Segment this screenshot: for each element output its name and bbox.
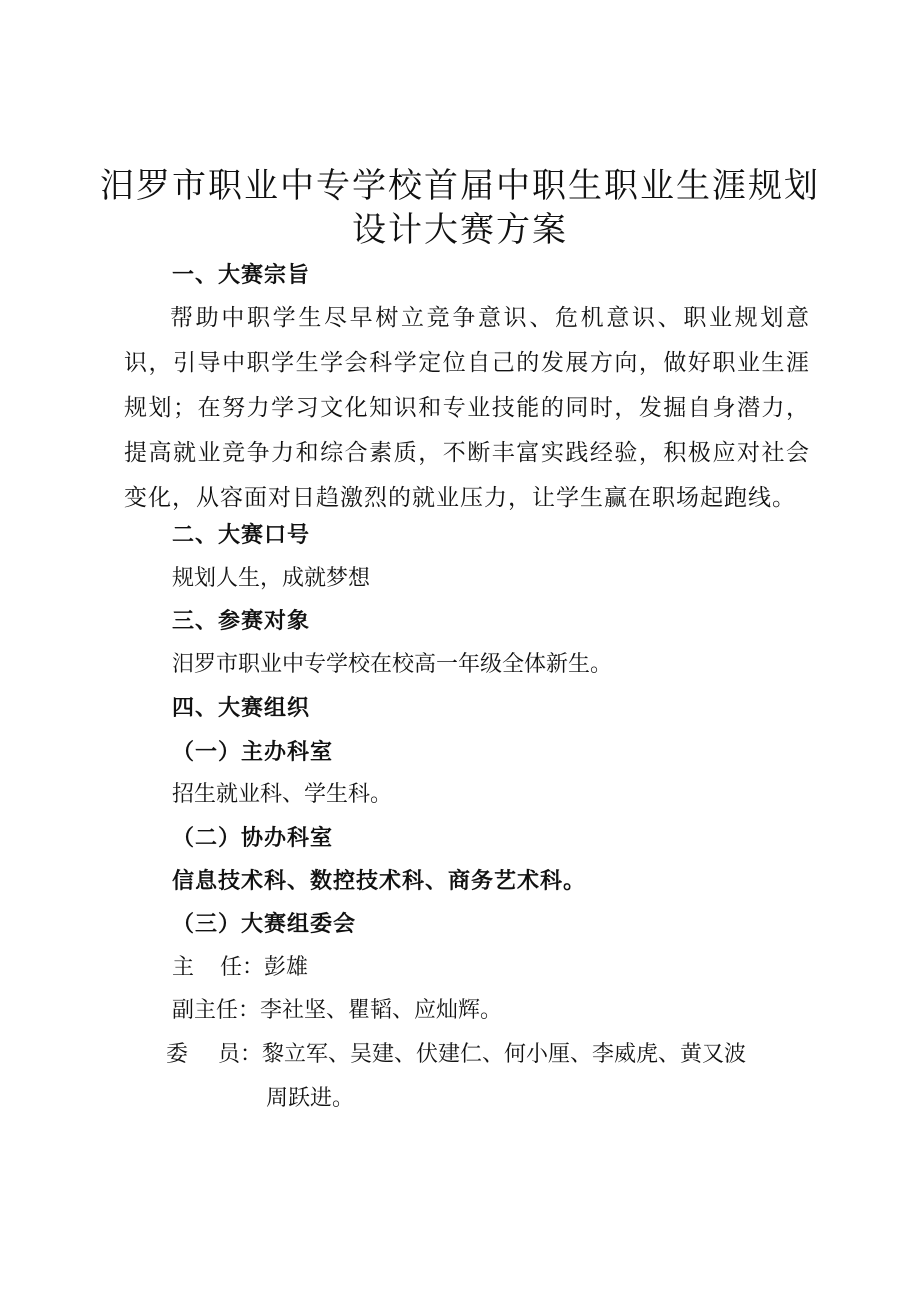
doc-title-line2: 设计大赛方案 [352, 210, 568, 250]
section1-heading: 一、大赛宗旨 [172, 262, 311, 288]
director-label-a: 主 [172, 955, 195, 980]
members-line2: 周跃进。 [266, 1086, 355, 1111]
members-line1: 黎立军、吴建、伏建仁、何小厘、李威虎、黄又波 [262, 1042, 747, 1067]
sub1-heading: （一）主办科室 [172, 739, 334, 765]
section3-body: 汨罗市职业中专学校在校高一年级全体新生。 [172, 652, 613, 677]
member-label-b: 员： [218, 1042, 263, 1067]
doc-title-line1: 汨罗市职业中专学校首届中职生职业生涯规划 [100, 166, 820, 206]
section2-body: 规划人生，成就梦想 [172, 566, 371, 591]
section1-body: 帮助中职学生尽早树立竞争意识、危机意识、职业规划意识，引导中职学生学会科学定位自己的发展方向，做好职业生涯规划；在努力学习文化知识和专业技能的同时，发掘自身潜力，提高就业竞争力和综合素质，不断丰富实践经验，积极应对社会变化，从容面对日趋激烈的就业压力，让学生赢在职场起跑线。 [124, 305, 810, 511]
member-label-a: 委 [166, 1042, 189, 1067]
sub3-heading: （三）大赛组委会 [172, 911, 357, 937]
deputy-label: 副主任： [172, 998, 261, 1023]
director-name: 彭雄 [264, 955, 309, 980]
director-label-b: 任： [220, 955, 265, 980]
sub1-body: 招生就业科、学生科。 [172, 782, 393, 807]
sub2-body: 信息技术科、数控技术科、商务艺术科。 [172, 868, 587, 894]
deputy-names: 李社坚、瞿韬、应灿辉。 [260, 998, 503, 1023]
committee-deputy-row [172, 996, 502, 1026]
committee-director-row [172, 953, 308, 983]
section3-heading: 三、参赛对象 [172, 608, 311, 634]
section4-heading: 四、大赛组织 [172, 695, 311, 721]
committee-members-row [166, 1040, 746, 1070]
sub2-heading: （二）协办科室 [172, 825, 334, 851]
section2-heading: 二、大赛口号 [172, 522, 311, 548]
